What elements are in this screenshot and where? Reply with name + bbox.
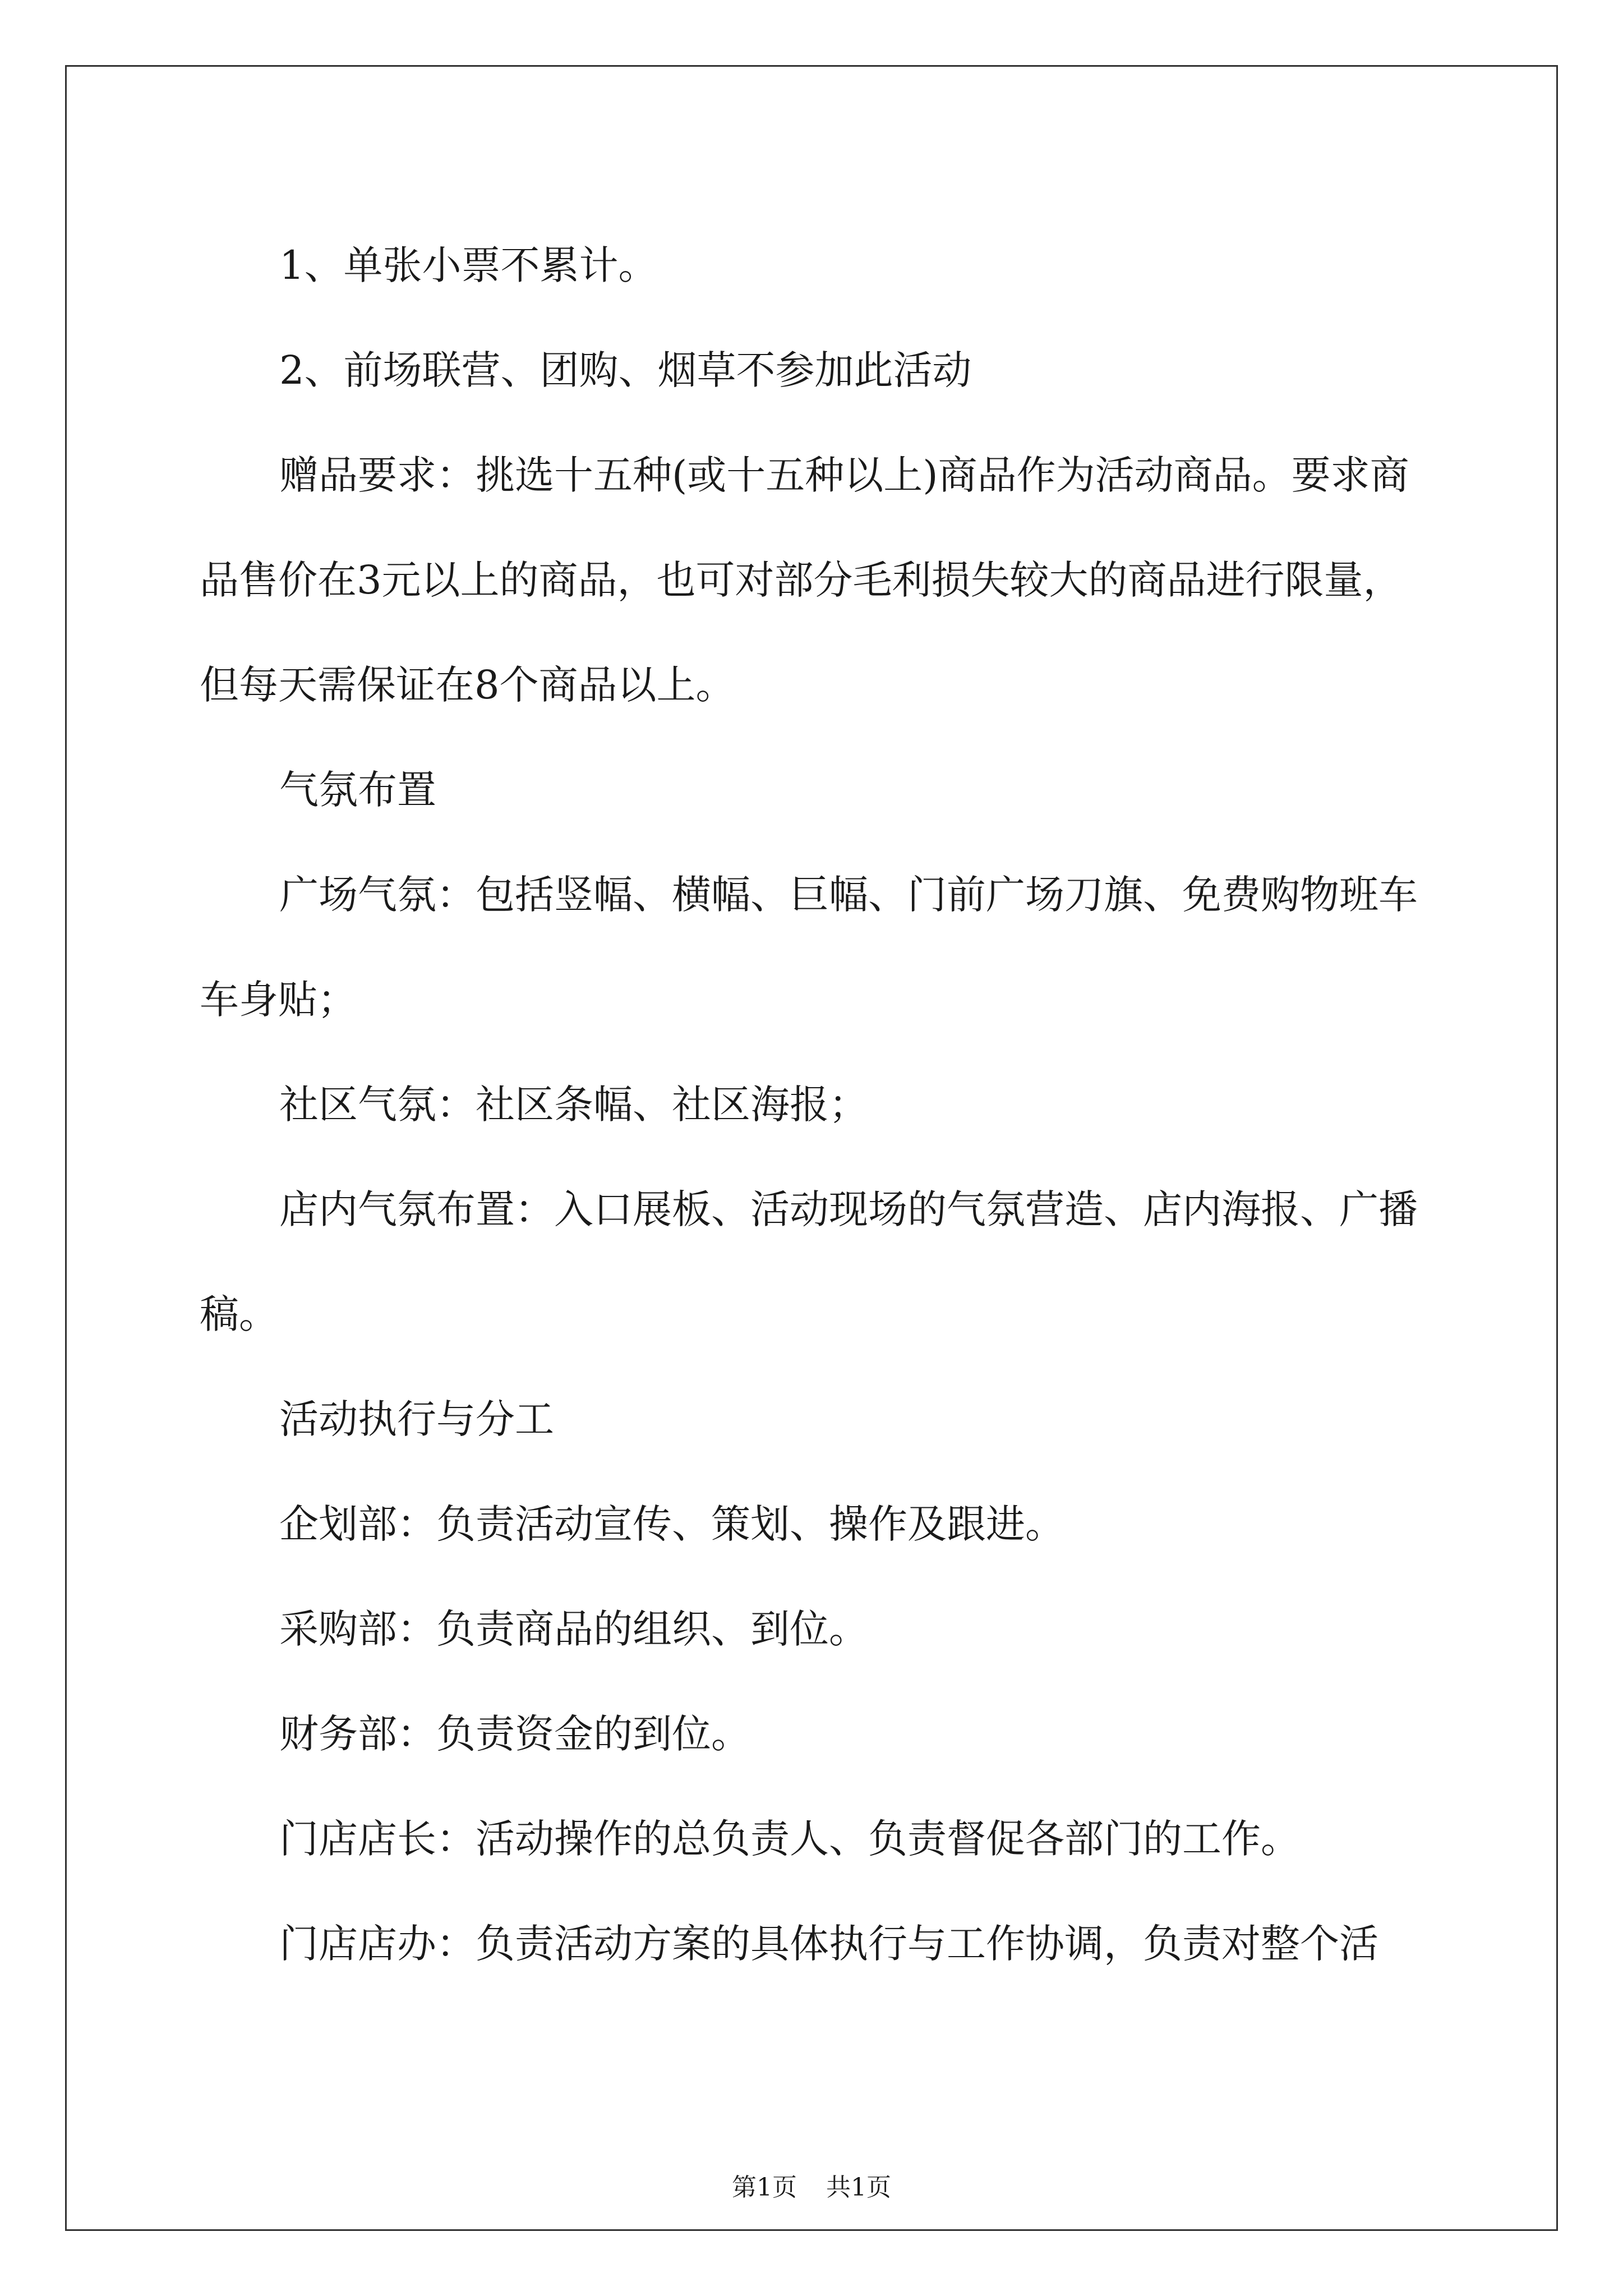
document-body — [200, 213, 1433, 1996]
paragraph-8: 活动执行与分工 — [279, 1396, 554, 1442]
paragraph-5: 广场气氛：包括竖幅、横幅、巨幅、门前广场刀旗、免费购物班车车身贴； — [200, 872, 1418, 1023]
paragraph-2: 2、前场联营、团购、烟草不参加此活动 — [279, 347, 972, 393]
paragraph-3: 赠品要求：挑选十五种(或十五种以上)商品作为活动商品。要求商品售价在3元以上的商品，也可对部分毛利损失较大的商品进行限量，但每天需保证在8个商品以上。 — [200, 452, 1409, 708]
paragraph-7: 店内气氛布置：入口展板、活动现场的气氛营造、店内海报、广播稿。 — [200, 1186, 1418, 1337]
paragraph-10: 采购部：负责商品的组织、到位。 — [279, 1606, 868, 1652]
page-total: 共1页 — [826, 2173, 891, 2202]
page-number: 第1页 — [732, 2173, 797, 2202]
paragraph-4: 气氛布置 — [279, 767, 436, 813]
page-footer — [0, 2171, 1623, 2205]
paragraph-1: 1、单张小票不累计。 — [279, 242, 658, 288]
paragraph-13: 门店店办：负责活动方案的具体执行与工作协调，负责对整个活 — [279, 1921, 1378, 1967]
paragraph-9: 企划部：负责活动宣传、策划、操作及跟进。 — [279, 1501, 1064, 1547]
paragraph-11: 财务部：负责资金的到位。 — [279, 1711, 750, 1757]
paragraph-12: 门店店长：活动操作的总负责人、负责督促各部门的工作。 — [279, 1816, 1300, 1862]
paragraph-6: 社区气氛：社区条幅、社区海报； — [279, 1082, 868, 1128]
